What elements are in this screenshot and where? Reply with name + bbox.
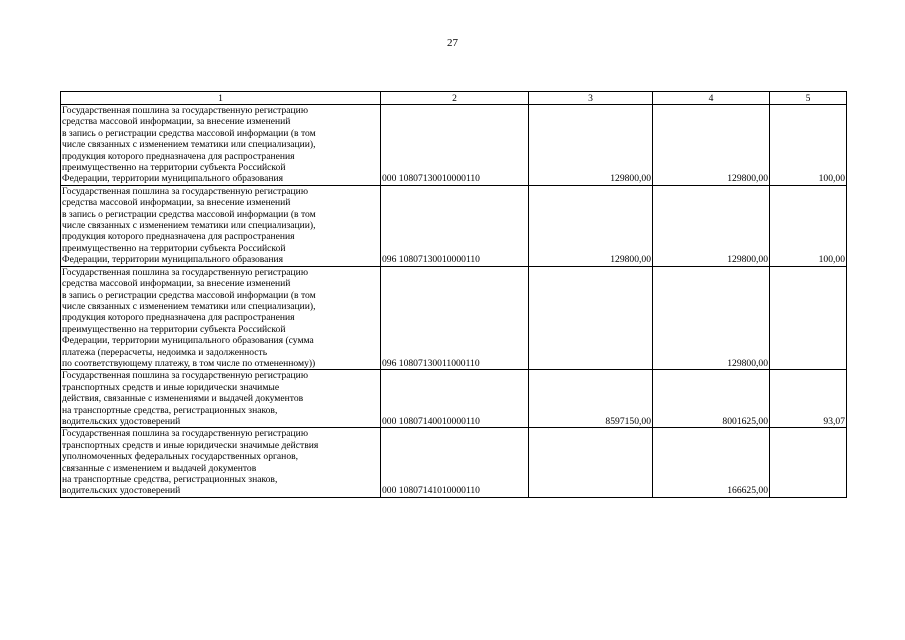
row-name: Государственная пошлина за государственную регистрацию средства массовой информации, за внесение изменений в запись о регистрации средства массовой информации (в том числе связанных с изменением тематики или специализации), продукция которого предназначена для распространения преимущественно на территории субъекта Российской Федерации, территории муниципального образования [61, 185, 381, 266]
column-header-3: 3 [529, 92, 653, 105]
row-col3 [529, 266, 653, 370]
row-name: Государственная пошлина за государственную регистрацию транспортных средств и иные юридически значимые действия уполномоченных федеральных государственных органов, связанные с изменением и выдачей документов на транспортные средства, регистрационных знаков, водительских удостоверений [61, 428, 381, 497]
row-name: Государственная пошлина за государственную регистрацию средства массовой информации, за внесение изменений в запись о регистрации средства массовой информации (в том числе связанных с изменением тематики или специализации), продукция которого предназначена для распространения преимущественно на территории субъекта Российской Федерации, территории муниципального образования (сумма платежа (перерасчеты, недоимка и задолженность по соответствующему платежу, в том числе по отмененному)) [61, 266, 381, 370]
table-row [61, 185, 847, 266]
row-code: 096 10807130010000110 [381, 185, 529, 266]
column-header-4: 4 [653, 92, 770, 105]
row-code: 000 10807130010000110 [381, 105, 529, 186]
row-col4: 129800,00 [653, 185, 770, 266]
row-col4: 129800,00 [653, 105, 770, 186]
row-col5 [770, 428, 847, 497]
row-col5: 93,07 [770, 370, 847, 428]
row-col5: 100,00 [770, 105, 847, 186]
page-number: 27 [447, 37, 458, 49]
row-col3: 8597150,00 [529, 370, 653, 428]
row-col4: 166625,00 [653, 428, 770, 497]
row-col3: 129800,00 [529, 185, 653, 266]
table-row [61, 105, 847, 186]
column-header-5: 5 [770, 92, 847, 105]
table-row [61, 266, 847, 370]
row-code: 000 10807140010000110 [381, 370, 529, 428]
revenue-table [60, 91, 847, 498]
column-header-1: 1 [61, 92, 381, 105]
row-col4: 129800,00 [653, 266, 770, 370]
table-row [61, 370, 847, 428]
table-header-row [61, 92, 847, 105]
table-row [61, 428, 847, 497]
row-code: 000 10807141010000110 [381, 428, 529, 497]
row-col3: 129800,00 [529, 105, 653, 186]
row-name: Государственная пошлина за государственную регистрацию средства массовой информации, за внесение изменений в запись о регистрации средства массовой информации (в том числе связанных с изменением тематики или специализации), продукция которого предназначена для распространения преимущественно на территории субъекта Российской Федерации, территории муниципального образования [61, 105, 381, 186]
row-name: Государственная пошлина за государственную регистрацию транспортных средств и иные юридически значимые действия, связанные с изменениями и выдачей документов на транспортные средства, регистрационных знаков, водительских удостоверений [61, 370, 381, 428]
row-code: 096 10807130011000110 [381, 266, 529, 370]
column-header-2: 2 [381, 92, 529, 105]
row-col5: 100,00 [770, 185, 847, 266]
row-col4: 8001625,00 [653, 370, 770, 428]
row-col3 [529, 428, 653, 497]
row-col5 [770, 266, 847, 370]
